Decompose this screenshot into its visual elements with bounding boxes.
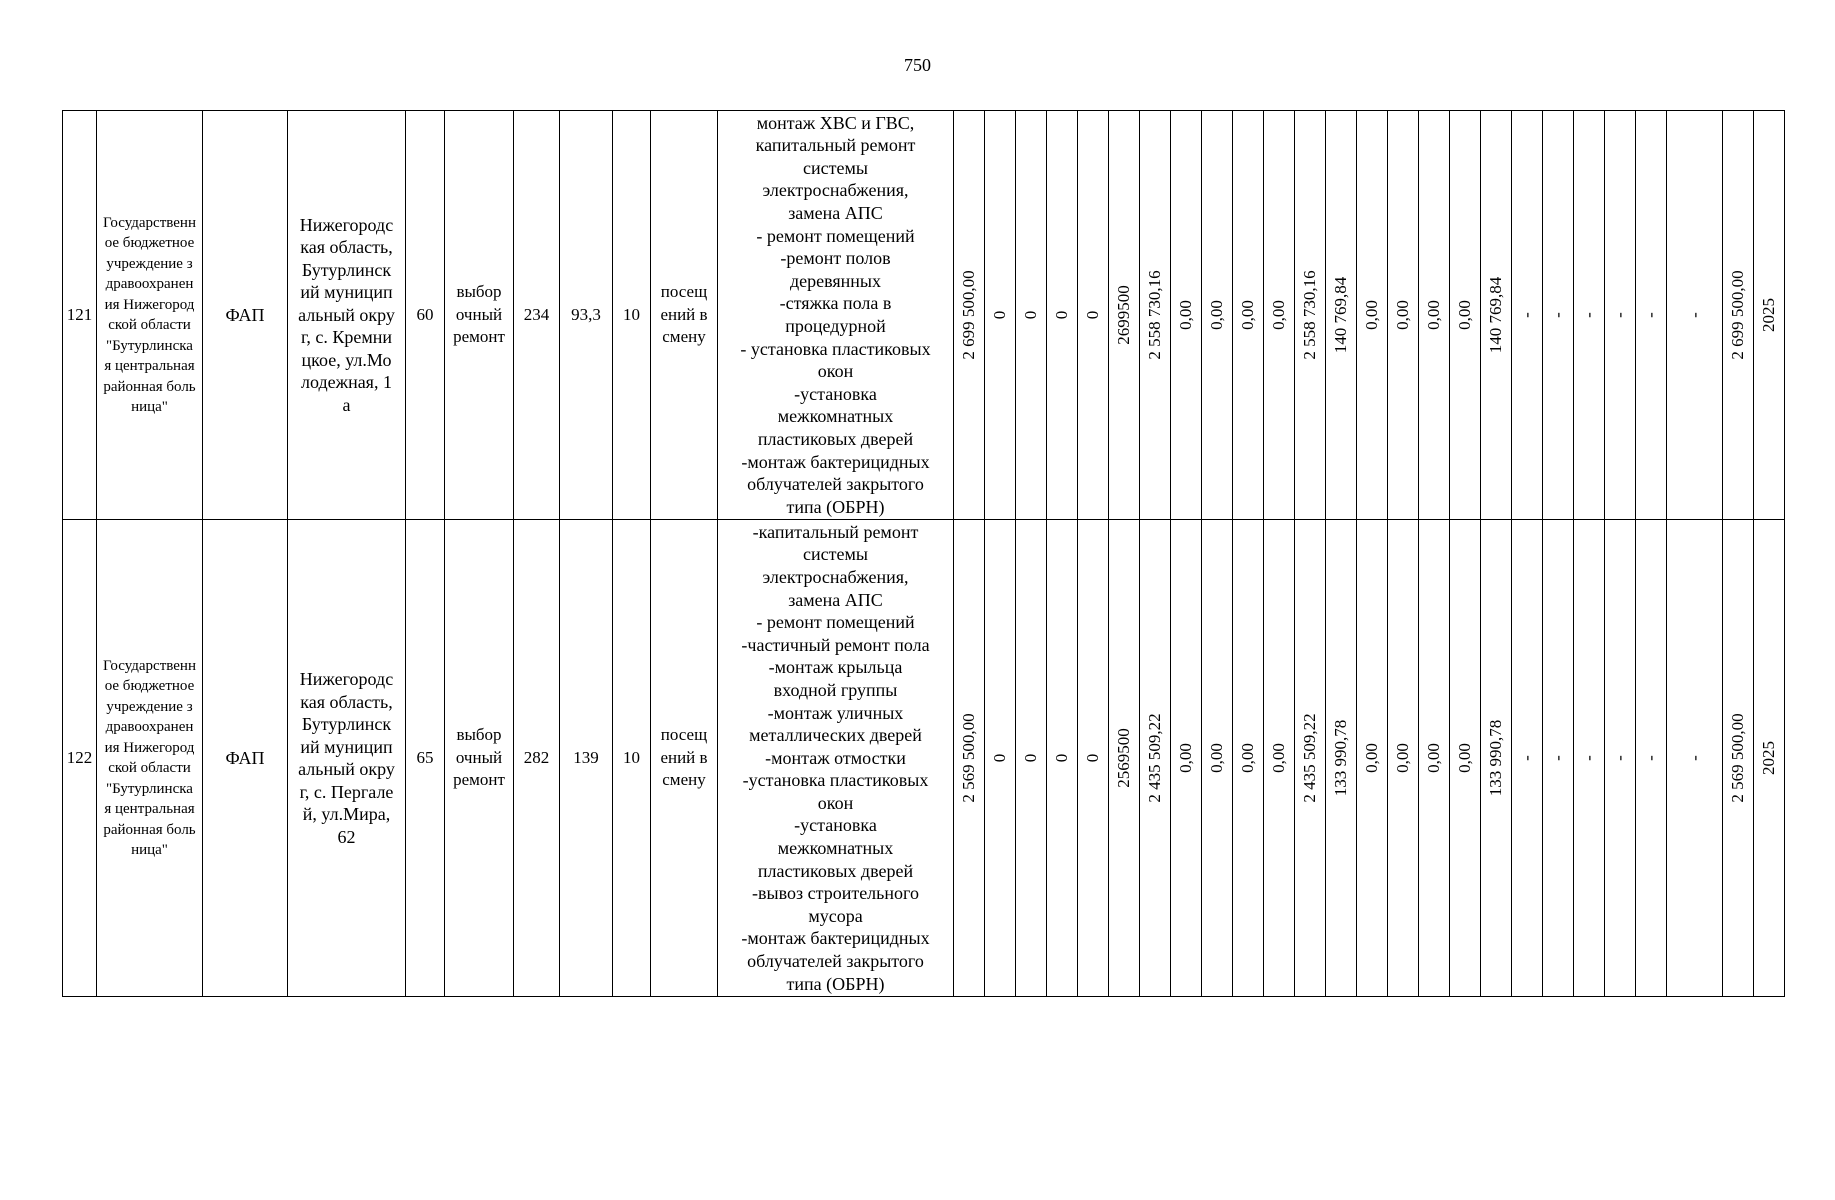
works-line: -монтаж отмостки [765, 747, 906, 768]
value-cell [1295, 111, 1326, 520]
value-cell [1388, 111, 1419, 520]
works-line: -ремонт полов [780, 248, 891, 269]
value-text: - [1610, 312, 1629, 318]
value-text: 2 435 509,22 [1300, 713, 1319, 803]
value-cell [1723, 520, 1754, 997]
works-line: типа (ОБРН) [786, 496, 885, 517]
institution-cell: Государственное бюджетное учреждение здравоохранения Нижегородской области "Бутурлинская центральная районная больница" [97, 520, 203, 997]
value-cell [1357, 111, 1388, 520]
value-cell [1047, 520, 1078, 997]
value-cell [1605, 520, 1636, 997]
value-text: 2 699 500,00 [959, 270, 978, 360]
works-line: мусора [808, 905, 863, 926]
institution-cell: Государственное бюджетное учреждение здравоохранения Нижегородской области "Бутурлинская центральная районная больница" [97, 111, 203, 520]
value-cell [1419, 520, 1450, 997]
value-cell [1326, 520, 1357, 997]
value-text: 2 435 509,22 [1145, 713, 1164, 803]
value-cell [1171, 520, 1202, 997]
address-cell: Нижегородская область, Бутурлинский муниципальный округ, с. Кремницкое, ул.Молодежная, 1а [288, 111, 406, 520]
value-cell [1047, 111, 1078, 520]
value-cell [1543, 520, 1574, 997]
works-line: -монтаж крыльца [768, 657, 903, 678]
value-text: 0,00 [1393, 300, 1412, 330]
works-line: металлических дверей [749, 725, 922, 746]
works-line: электроснабжения, [762, 566, 909, 587]
value-text: 2025 [1759, 298, 1778, 332]
value-cell [1481, 520, 1512, 997]
value-cell [1636, 520, 1667, 997]
value-text: 133 990,78 [1486, 719, 1505, 797]
count-cell: 282 [514, 520, 560, 997]
address-cell: Нижегородская область, Бутурлинский муниципальный округ, с. Пергалей, ул.Мира, 62 [288, 520, 406, 997]
works-line: замена АПС [788, 589, 883, 610]
works-line: системы [803, 544, 868, 565]
value-text: - [1684, 755, 1704, 761]
repair-type-cell: выборочный ремонт [445, 520, 514, 997]
value-cell [1667, 520, 1723, 997]
value-cell [1171, 111, 1202, 520]
works-line: процедурной [785, 316, 886, 336]
value-text: - [1610, 755, 1629, 761]
value-text: 2025 [1759, 741, 1778, 775]
value-text: 140 769,84 [1331, 276, 1350, 354]
value-text: 0,00 [1424, 743, 1443, 773]
value-cell [1419, 111, 1450, 520]
works-list-cell [718, 111, 954, 520]
value-cell [1016, 520, 1047, 997]
value-cell [1264, 520, 1295, 997]
works-line: капитальный ремонт [755, 135, 916, 156]
value-cell [1574, 111, 1605, 520]
works-line: -частичный ремонт пола [741, 634, 930, 655]
value-text: 2699500 [1114, 285, 1133, 345]
row-number-cell: 122 [63, 520, 97, 997]
value-text: 0 [1021, 310, 1040, 320]
value-cell [1754, 111, 1785, 520]
value-cell [1233, 111, 1264, 520]
count-cell: 234 [514, 111, 560, 520]
works-line: электроснабжения, [762, 180, 909, 201]
repair-table [62, 110, 1785, 997]
value-text: - [1641, 755, 1660, 761]
value-text: 0 [1083, 753, 1102, 763]
works-line: -стяжка пола в [779, 293, 892, 314]
works-list-cell [718, 520, 954, 997]
value-text: 2 699 500,00 [1728, 270, 1747, 360]
value-text: - [1517, 312, 1536, 318]
value-text: 0 [1083, 310, 1102, 320]
works-line: - установка пластиковых [740, 338, 931, 359]
works-line: замена АПС [788, 203, 883, 224]
value-text: - [1579, 312, 1598, 318]
capacity-unit-cell: посещений в смену [651, 520, 718, 997]
value-text: - [1684, 312, 1704, 318]
capacity-unit-cell: посещений в смену [651, 111, 718, 520]
value-text: 0,00 [1362, 300, 1381, 330]
value-text: - [1517, 755, 1536, 761]
value-text: 2569500 [1114, 728, 1133, 788]
value-text: 0,00 [1455, 300, 1474, 330]
value-text: - [1641, 312, 1660, 318]
works-line: пластиковых дверей [757, 860, 914, 881]
works-line: пластиковых дверей [757, 428, 914, 449]
works-line: облучателей закрытого [747, 474, 924, 495]
works-line: -установка [794, 383, 877, 404]
value-text: 0,00 [1269, 743, 1288, 773]
year-cell: 65 [406, 520, 445, 997]
value-cell [1078, 520, 1109, 997]
works-line: межкомнатных [777, 838, 894, 859]
value-text: 2 558 730,16 [1300, 270, 1319, 360]
works-line: окон [817, 792, 854, 813]
area-cell: 93,3 [560, 111, 613, 520]
value-text: - [1548, 755, 1567, 761]
works-line: -капитальный ремонт [752, 521, 919, 542]
value-text: 2 569 500,00 [959, 713, 978, 803]
value-cell [1202, 111, 1233, 520]
value-text: 0 [990, 310, 1009, 320]
works-line: -монтаж бактерицидных [741, 451, 930, 472]
works-line: системы [803, 157, 868, 178]
value-cell [1078, 111, 1109, 520]
value-cell [954, 520, 985, 997]
value-text: 0,00 [1238, 300, 1257, 330]
value-cell [1233, 520, 1264, 997]
value-text: 0,00 [1176, 300, 1195, 330]
value-cell [1388, 520, 1419, 997]
value-text: 140 769,84 [1486, 276, 1505, 354]
works-line: - ремонт помещений [756, 225, 915, 246]
works-line: межкомнатных [777, 406, 894, 427]
value-text: 0,00 [1207, 743, 1226, 773]
value-cell [985, 111, 1016, 520]
capacity-cell: 10 [613, 111, 651, 520]
value-cell [1512, 520, 1543, 997]
works-line: монтаж ХВС и ГВС, [756, 112, 915, 133]
table-row [63, 111, 1785, 520]
works-line: -монтаж уличных [767, 702, 904, 723]
repair-type-cell: выборочный ремонт [445, 111, 514, 520]
value-cell [1326, 111, 1357, 520]
value-cell [1667, 111, 1723, 520]
value-text: 0,00 [1269, 300, 1288, 330]
value-cell [985, 520, 1016, 997]
works-line: - ремонт помещений [756, 612, 915, 633]
value-cell [1450, 111, 1481, 520]
value-text: 0,00 [1362, 743, 1381, 773]
value-text: 2 558 730,16 [1145, 270, 1164, 360]
value-text: 0,00 [1455, 743, 1474, 773]
page-number: 750 [904, 55, 931, 75]
table-row [63, 520, 1785, 997]
works-line: окон [817, 361, 854, 382]
year-cell: 60 [406, 111, 445, 520]
value-cell [1109, 111, 1140, 520]
value-cell [1140, 111, 1171, 520]
value-text: 0,00 [1176, 743, 1195, 773]
works-line: -монтаж бактерицидных [741, 928, 930, 949]
value-cell [1754, 520, 1785, 997]
value-text: - [1548, 312, 1567, 318]
row-number-cell: 121 [63, 111, 97, 520]
value-text: 0,00 [1238, 743, 1257, 773]
value-cell [1450, 520, 1481, 997]
works-line: входной группы [773, 679, 898, 700]
value-text: - [1579, 755, 1598, 761]
value-text: 133 990,78 [1331, 719, 1350, 797]
value-cell [1016, 111, 1047, 520]
value-text: 0 [1052, 310, 1071, 320]
area-cell: 139 [560, 520, 613, 997]
value-cell [1636, 111, 1667, 520]
value-text: 0,00 [1207, 300, 1226, 330]
value-text: 0 [1021, 753, 1040, 763]
facility-type-cell: ФАП [203, 520, 288, 997]
value-cell [1481, 111, 1512, 520]
works-line: облучателей закрытого [747, 951, 924, 972]
value-cell [1202, 520, 1233, 997]
value-text: 0,00 [1393, 743, 1412, 773]
value-text: 0 [1052, 753, 1071, 763]
value-cell [1140, 520, 1171, 997]
works-line: типа (ОБРН) [786, 973, 885, 994]
value-cell [1264, 111, 1295, 520]
value-cell [1574, 520, 1605, 997]
value-cell [1295, 520, 1326, 997]
value-cell [1605, 111, 1636, 520]
value-text: 0,00 [1424, 300, 1443, 330]
facility-type-cell: ФАП [203, 111, 288, 520]
capacity-cell: 10 [613, 520, 651, 997]
value-cell [1357, 520, 1388, 997]
value-text: 2 569 500,00 [1728, 713, 1747, 803]
value-cell [1109, 520, 1140, 997]
value-cell [1512, 111, 1543, 520]
works-line: -установка [794, 815, 877, 836]
works-line: -вывоз строительного [752, 883, 919, 904]
value-text: 0 [990, 753, 1009, 763]
works-line: -установка пластиковых [742, 770, 929, 791]
value-cell [1723, 111, 1754, 520]
works-line: деревянных [789, 270, 882, 291]
value-cell [954, 111, 985, 520]
value-cell [1543, 111, 1574, 520]
